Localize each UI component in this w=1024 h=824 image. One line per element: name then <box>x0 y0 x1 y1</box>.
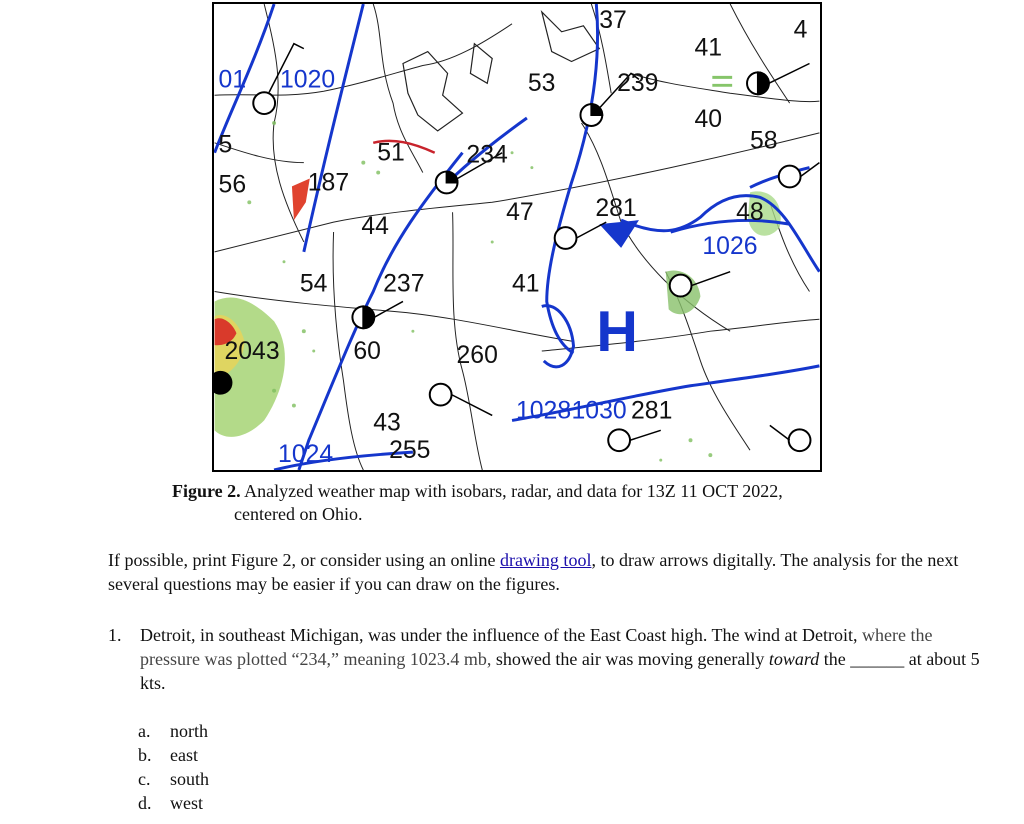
question-part5: at about 5 kts. <box>140 649 980 693</box>
label-1028: 1028 <box>516 397 572 425</box>
figure-caption <box>172 480 783 526</box>
label-43: 43 <box>373 409 401 437</box>
label-1030: 1030 <box>571 397 627 425</box>
question-1 <box>108 623 988 695</box>
fog-symbol <box>712 77 732 85</box>
option-text: north <box>170 721 208 741</box>
caption-lead: Figure 2. <box>172 481 241 501</box>
label-4: 4 <box>793 16 808 44</box>
label-1026: 1026 <box>702 232 758 260</box>
label-255: 255 <box>389 437 431 465</box>
label-260: 260 <box>456 341 498 369</box>
label-l3: 187 <box>307 169 350 197</box>
answer-options <box>138 719 209 815</box>
question-part2: where the pressure was plotted “234,” meaning 1023.4 mb, <box>140 625 933 669</box>
question-part3: showed the air was moving generally <box>491 649 769 669</box>
option-letter: b. <box>138 745 152 765</box>
question-emphasis: toward <box>768 649 820 669</box>
caption-line-2: centered on Ohio. <box>234 504 363 524</box>
label-58: 58 <box>749 127 778 155</box>
weather-map <box>212 2 822 472</box>
label-44: 44 <box>361 213 389 241</box>
label-53: 53 <box>527 70 556 98</box>
label-239: 239 <box>617 70 659 98</box>
cold-front-marker <box>599 220 639 248</box>
label-l1: 5 <box>218 131 233 159</box>
label-281: 281 <box>595 195 637 223</box>
intro-text-before: If possible, print Figure 2, or consider using an online <box>108 550 500 570</box>
high-pressure-label: H <box>596 300 638 365</box>
label-40: 40 <box>694 105 723 133</box>
question-part1: Detroit, in southeast Michigan, was under the influence of the East Coast high. The wind at Detroit, <box>140 625 863 645</box>
label-51: 51 <box>377 139 405 167</box>
lake-outlines <box>403 12 599 131</box>
label-tl-b: 1020 <box>280 66 336 94</box>
label-1024: 1024 <box>278 441 334 469</box>
label-281b: 281 <box>631 397 673 425</box>
label-41a: 41 <box>694 34 723 62</box>
label-2043: 2043 <box>224 337 280 365</box>
intro-paragraph <box>108 548 988 596</box>
option-b[interactable] <box>138 743 209 767</box>
question-text <box>140 623 988 695</box>
label-48: 48 <box>736 199 764 227</box>
label-l2: 56 <box>218 171 247 199</box>
option-a[interactable] <box>138 719 209 743</box>
label-234: 234 <box>466 141 508 169</box>
label-60: 60 <box>353 337 381 365</box>
option-letter: c. <box>138 769 151 789</box>
drawing-tool-link[interactable]: drawing tool <box>499 550 592 570</box>
option-text: west <box>170 793 203 813</box>
label-47: 47 <box>506 199 534 227</box>
option-text: east <box>170 745 198 765</box>
option-letter: a. <box>138 721 151 741</box>
caption-text: Analyzed weather map with isobars, radar, and data for 13Z 11 OCT 2022, <box>240 481 783 501</box>
answer-blank: ______ <box>850 649 905 669</box>
option-d[interactable] <box>138 791 209 815</box>
label-37: 37 <box>599 6 627 34</box>
option-letter: d. <box>138 793 152 813</box>
intro-text-after: , to draw arrows digitally. The analysis for the next several questions may be easier if you can draw on the figures. <box>108 550 959 594</box>
label-237: 237 <box>383 270 425 298</box>
option-c[interactable] <box>138 767 209 791</box>
weather-map-svg <box>214 4 820 470</box>
option-text: south <box>170 769 210 789</box>
label-41b: 41 <box>512 270 540 298</box>
label-54: 54 <box>299 270 328 298</box>
label-tl-a: 01 <box>218 66 247 94</box>
question-part4: the <box>819 649 851 669</box>
question-number: 1. <box>108 625 122 645</box>
